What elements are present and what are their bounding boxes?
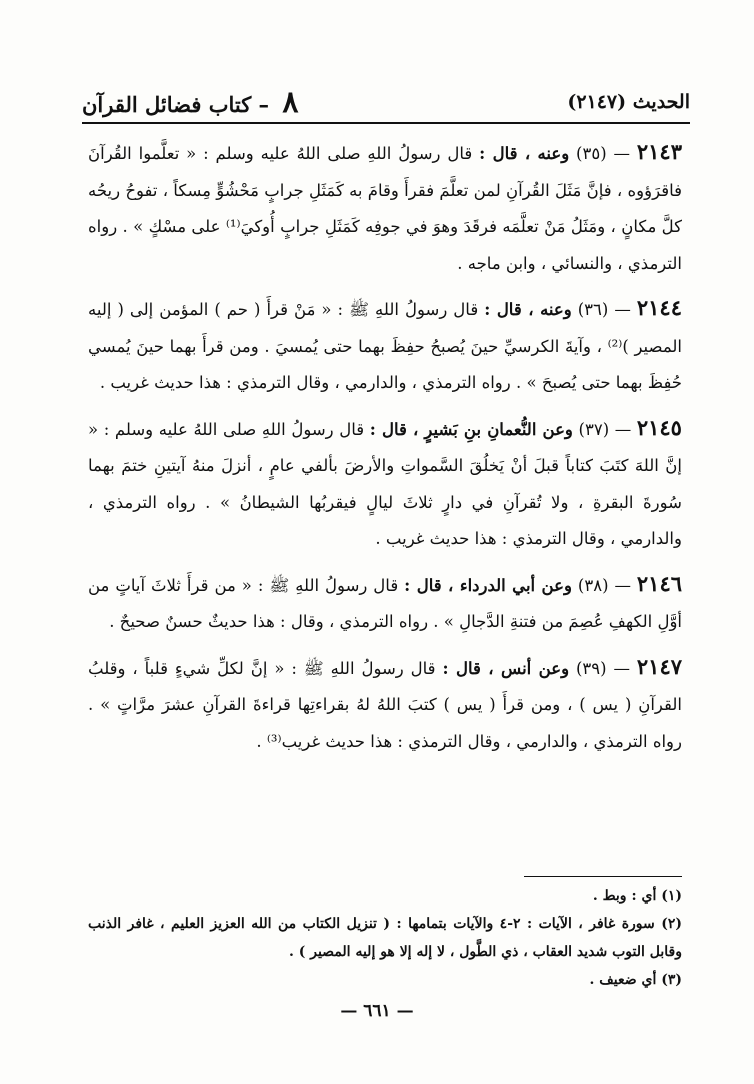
hadith-number: ٢١٤٥ [636, 414, 682, 440]
hadith-text: قال رسولُ اللهِ صلى اللهُ عليه وسلم : « إنَّ اللهَ كتَبَ كتاباً قبلَ أنْ يَخلُقَ السَّمواتِ والأرضَ بألفي عامٍ ، أنزلَ منهُ آيتينِ ختمَ بهما سُورةَ البقرةِ ، ولا تُقرآنِ في دارٍ ثلاثَ ليالٍ فيقربُها الشيطانُ » . رواه الترمذي ، والدارمي ، وقال الترمذي : هذا حديث غريب . [88, 419, 682, 548]
hadith-entry [88, 134, 682, 282]
hadith-text: قال رسولُ اللهِ ﷺ : « مَنْ قرأَ ( حم ) المؤمن إلى ( إليه المصير )⁽²⁾ ، وآيةَ الكرسيِّ حينَ يُصبحُ حفِظَ بهما حتى يُمسيَ . ومن قرأَ بهما حينَ يُمسي حُفِظَ بهما حتى يُصبحَ » . رواه الترمذي ، والدارمي ، وقال الترمذي : هذا حديث غريب . [88, 300, 682, 392]
page-body [88, 134, 682, 768]
hadith-number: ٢١٤٧ [636, 653, 683, 679]
chapter-heading [82, 85, 298, 120]
hadith-text: قال رسولُ اللهِ صلى اللهُ عليه وسلم : « تعلَّموا القُرآنَ فاقرَؤوه ، فإنَّ مَثَلَ القُرآنِ لمن تعلَّمَ فقرأَ وقامَ به كَمَثَلِ جرابٍ مَحْشُوٍّ مِسكاً ، تفوحُ ريحُه كلَّ مكانٍ ، ومَثَلُ مَنْ تعلَّمَه فرقَدَ وهوَ في جوفِه كَمَثَلِ جرابٍ أُوكيَ⁽¹⁾ على مسْكٍ » . رواه الترمذي ، والنسائي ، وابن ماجه . [88, 144, 683, 273]
hadith-entry [88, 566, 682, 641]
chapter-title: – كتاب فضائل القرآن [82, 91, 270, 117]
page-header [82, 82, 690, 124]
hadith-entry [88, 410, 682, 558]
footnote-separator [524, 876, 682, 877]
hadith-narrator: وعن النُّعمانِ بنِ بَشيرٍ ، قال : [369, 419, 573, 439]
hadith-index: — (٣٦) [577, 300, 631, 319]
footnote: (٣) أي ضعيف . [589, 972, 682, 988]
hadith-index: — (٣٨) [577, 575, 631, 595]
hadith-number: ٢١٤٣ [636, 139, 682, 164]
hadith-index: — (٣٧) [578, 419, 632, 439]
hadith-number: ٢١٤٤ [636, 295, 682, 320]
hadith-number: ٢١٤٦ [636, 570, 683, 596]
chapter-number: ٨ [282, 84, 299, 120]
hadith-index: — (٣٩) [575, 658, 630, 678]
footnote: (١) أي : وبط . [592, 888, 682, 904]
hadith-narrator: وعنه ، قال : [484, 300, 572, 319]
hadith-narrator: وعن أنس ، قال : [442, 658, 570, 678]
footnotes [88, 882, 682, 994]
hadith-index: — (٣٥) [576, 144, 630, 163]
hadith-entry [88, 290, 682, 402]
hadith-narrator: وعنه ، قال : [479, 144, 570, 163]
hadith-narrator: وعن أبي الدرداء ، قال : [404, 575, 572, 595]
page-number: — ٦٦١ — [340, 1001, 414, 1021]
footnote: (٢) سورة غافر ، الآيات : ٢-٤ والآيات بتمامها : ( تنزيل الكتاب من الله العزيز العليم ، غافر الذنب وقابل التوب شديد العقاب ، ذي الطَّول ، لا إله إلا هو إليه المصير ) . [88, 916, 682, 960]
hadith-text: قال رسولُ اللهِ ﷺ : « من قرأَ ثلاثَ آياتٍ من أوَّلِ الكهفِ عُصِمَ من فتنةِ الدَّجالِ » . رواه الترمذي ، وقال : هذا حديثٌ حسنٌ صحيحٌ . [88, 575, 682, 631]
hadith-entry [88, 649, 682, 761]
hadith-text: قال رسولُ اللهِ ﷺ : « إنَّ لكلِّ شيءٍ قلباً ، وقلبُ القرآنِ ( يس ) ، ومن قرأَ ( يس ) كتبَ اللهُ لهُ بقراءتِها قراءةَ القرآنِ عشرَ مرَّاتٍ » . رواه الترمذي ، والدارمي ، وقال الترمذي : هذا حديث غريب⁽³⁾ . [88, 658, 682, 751]
hadith-range: الحديث (٢١٤٧) [567, 91, 690, 113]
